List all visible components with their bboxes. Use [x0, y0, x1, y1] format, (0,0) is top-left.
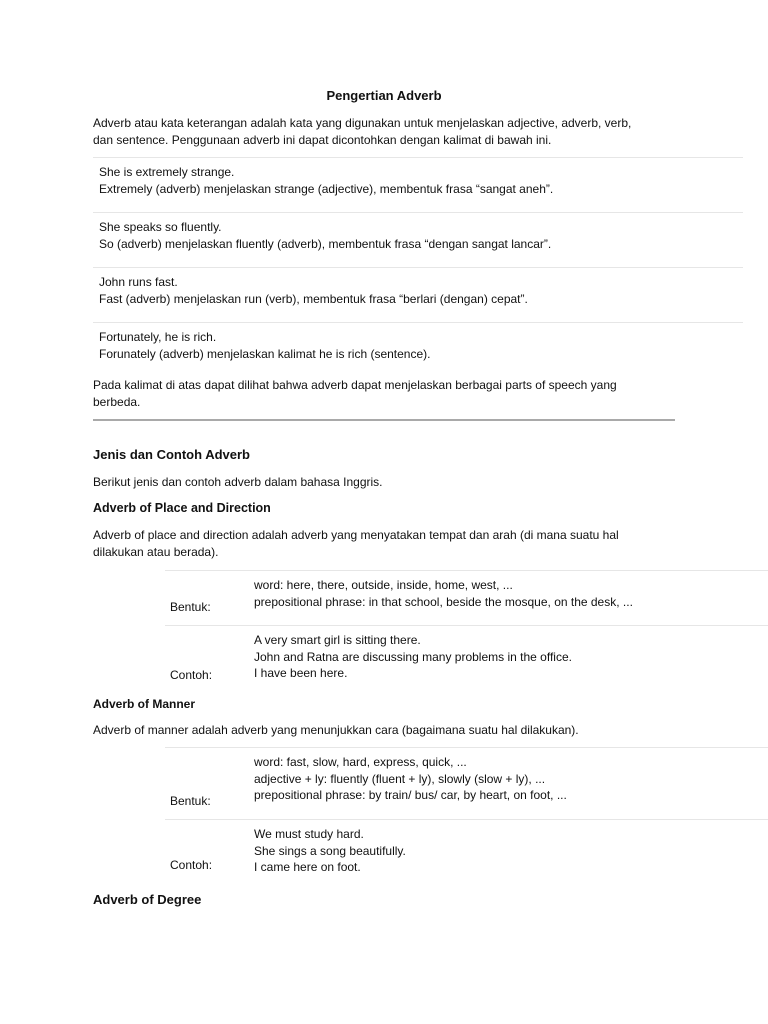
intro-line: Adverb atau kata keterangan adalah kata yang digunakan untuk menjelaskan adjective, adverb, verb,: [93, 116, 632, 130]
bentuk-label: Bentuk:: [170, 599, 211, 614]
intro-paragraph: [93, 115, 693, 148]
heading-degree: Adverb of Degree: [93, 892, 202, 907]
place-table: [165, 570, 768, 693]
example-explanation: Fast (adverb) menjelaskan run (verb), membentuk frasa “berlari (dengan) cepat”.: [99, 291, 528, 306]
heading-manner: Adverb of Manner: [93, 697, 196, 711]
place-description-line: Adverb of place and direction adalah adverb yang menyatakan tempat dan arah (di mana suatu hal: [93, 528, 619, 542]
example-explanation: Forunately (adverb) menjelaskan kalimat he is rich (sentence).: [99, 346, 431, 361]
place-description-line: dilakukan atau berada).: [93, 544, 219, 559]
example-sentence: John runs fast.: [99, 275, 178, 289]
bentuk-line: prepositional phrase: in that school, beside the mosque, on the desk, ...: [254, 594, 633, 609]
place-bentuk-row: [165, 570, 768, 625]
example-row: [93, 212, 743, 267]
intro-line: dan sentence. Penggunaan adverb ini dapat dicontohkan dengan kalimat di bawah ini.: [93, 132, 552, 147]
bentuk-line: word: fast, slow, hard, express, quick, ...: [254, 755, 467, 769]
page-title: Pengertian Adverb: [326, 88, 442, 103]
section-heading-jenis: Jenis dan Contoh Adverb: [93, 447, 250, 462]
section-intro: Berikut jenis dan contoh adverb dalam bahasa Inggris.: [93, 475, 383, 489]
contoh-values: [254, 826, 764, 876]
example-row: [93, 157, 743, 212]
examples-table: [93, 157, 743, 377]
contoh-values: [254, 632, 764, 682]
place-description: [93, 527, 693, 560]
summary-line: Pada kalimat di atas dapat dilihat bahwa adverb dapat menjelaskan berbagai parts of speech yang: [93, 378, 617, 392]
summary-line: berbeda.: [93, 394, 141, 409]
contoh-label: Contoh:: [170, 857, 213, 872]
section-divider: [93, 419, 675, 421]
bentuk-label: Bentuk:: [170, 793, 211, 808]
summary-paragraph: [93, 377, 693, 410]
example-row: [93, 267, 743, 322]
manner-description: Adverb of manner adalah adverb yang menunjukkan cara (bagaimana suatu hal dilakukan).: [93, 723, 579, 737]
example-sentence: She is extremely strange.: [99, 165, 235, 179]
contoh-line: She sings a song beautifully.: [254, 843, 406, 858]
manner-contoh-row: [165, 819, 768, 883]
contoh-line: A very smart girl is sitting there.: [254, 633, 421, 647]
manner-table: [165, 747, 768, 883]
bentuk-line: adjective + ly: fluently (fluent + ly), slowly (slow + ly), ...: [254, 771, 546, 786]
contoh-line: I have been here.: [254, 666, 348, 680]
contoh-line: John and Ratna are discussing many problems in the office.: [254, 649, 572, 664]
example-row: [93, 322, 743, 377]
example-sentence: Fortunately, he is rich.: [99, 330, 217, 344]
place-contoh-row: [165, 625, 768, 693]
manner-bentuk-row: [165, 747, 768, 819]
contoh-line: We must study hard.: [254, 827, 364, 841]
example-explanation: So (adverb) menjelaskan fluently (adverb), membentuk frasa “dengan sangat lancar”.: [99, 236, 552, 251]
bentuk-values: [254, 754, 764, 804]
example-sentence: She speaks so fluently.: [99, 220, 222, 234]
heading-place-direction: Adverb of Place and Direction: [93, 501, 271, 515]
bentuk-line: word: here, there, outside, inside, home, west, ...: [254, 578, 513, 592]
bentuk-line: prepositional phrase: by train/ bus/ car, by heart, on foot, ...: [254, 788, 567, 802]
contoh-line: I came here on foot.: [254, 860, 361, 874]
example-explanation: Extremely (adverb) menjelaskan strange (adjective), membentuk frasa “sangat aneh”.: [99, 181, 554, 196]
bentuk-values: [254, 577, 764, 610]
contoh-label: Contoh:: [170, 667, 213, 682]
